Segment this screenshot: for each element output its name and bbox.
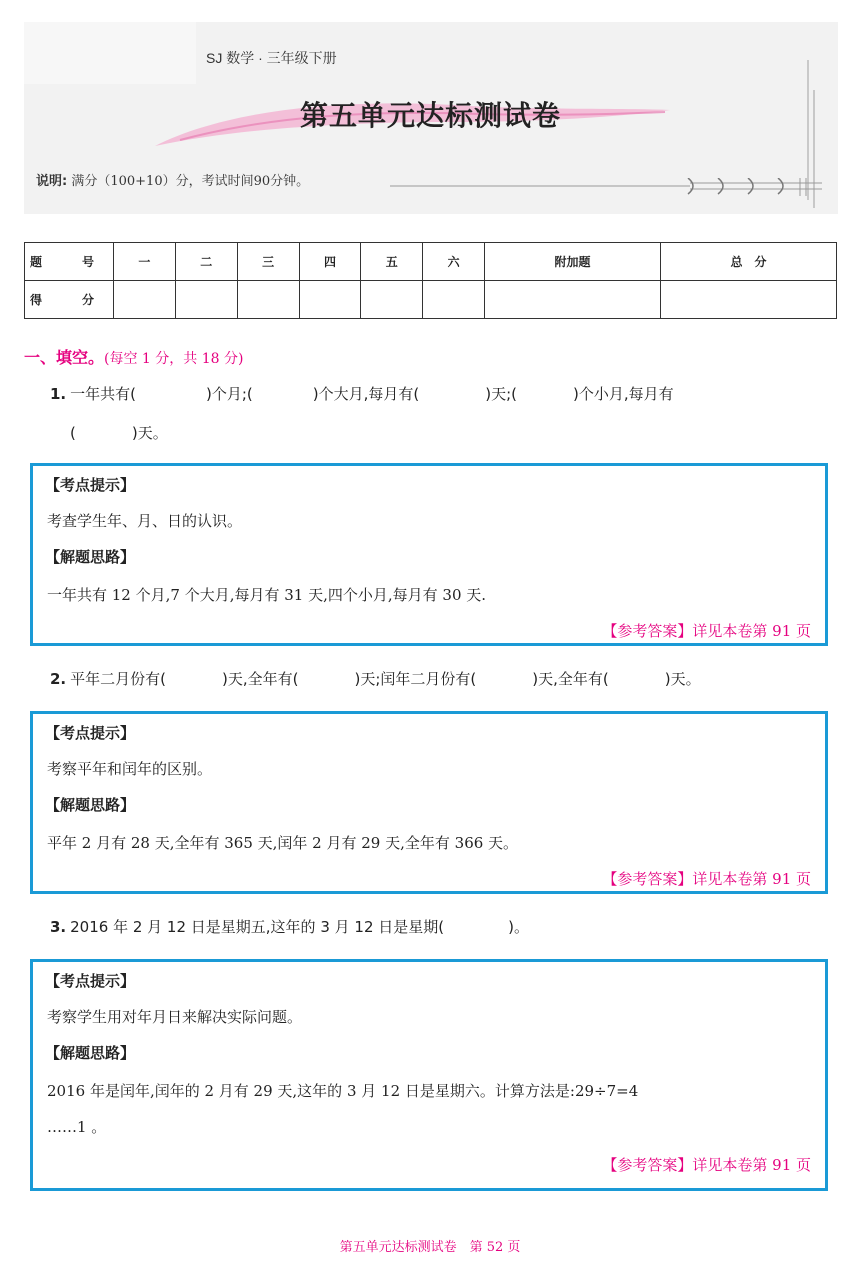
score-row-label: 得 分 <box>25 281 114 319</box>
question-text: )天,全年有( <box>222 670 299 688</box>
score-cell <box>299 281 361 319</box>
exam-note <box>36 170 309 189</box>
question-text: 平年二月份有( <box>70 670 166 688</box>
hint-label: 【考点提示】 <box>45 972 136 990</box>
hint-text: 考察平年和闰年的区别。 <box>47 760 213 778</box>
score-header-cell: 四 <box>299 243 361 281</box>
idea-text-continued: ……1 。 <box>47 1118 107 1136</box>
section-subtitle: (每空 1 分，共 18 分) <box>104 351 244 367</box>
idea-text: 一年共有 12 个月,7 个大月,每月有 31 天,四个小月,每月有 30 天. <box>47 586 487 604</box>
idea-text: 2016 年是闰年,闰年的 2 月有 29 天,这年的 3 月 12 日是星期六。计算方法是:29÷7=4 <box>47 1082 639 1100</box>
book-label: SJ 数学 · 三年级下册 <box>206 50 337 66</box>
question-text: )天,全年有( <box>532 670 609 688</box>
score-cell <box>114 281 176 319</box>
score-cell <box>485 281 661 319</box>
score-cell <box>237 281 299 319</box>
hint-label: 【考点提示】 <box>45 724 136 742</box>
score-header-row <box>25 243 837 281</box>
note-text: 满分（100+10）分，考试时间90分钟。 <box>71 174 310 189</box>
question-text: )个月;( <box>206 385 253 403</box>
question-text: ( <box>70 424 76 442</box>
question-text: 一年共有( <box>70 385 136 403</box>
score-header-cell: 六 <box>423 243 485 281</box>
page-footer: 第五单元达标测试卷 第 52 页 <box>339 1240 521 1255</box>
score-header-cell: 三 <box>237 243 299 281</box>
idea-label: 【解题思路】 <box>45 1044 136 1062</box>
question-text: )。 <box>508 918 529 936</box>
question-3 <box>50 916 529 938</box>
section-heading: 一、填空。 <box>24 348 105 367</box>
score-cell <box>660 281 836 319</box>
question-text: 2016 年 2 月 12 日是星期五,这年的 3 月 12 日是星期( <box>70 918 445 936</box>
hint-box-3 <box>30 959 828 1191</box>
score-header-cell: 五 <box>361 243 423 281</box>
score-cell <box>361 281 423 319</box>
idea-text: 平年 2 月有 28 天,全年有 365 天,闰年 2 月有 29 天,全年有 366 天。 <box>47 834 519 852</box>
question-number: 2. <box>50 670 67 688</box>
note-label: 说明: <box>36 174 68 189</box>
question-number: 1. <box>50 385 67 403</box>
idea-label: 【解题思路】 <box>45 548 136 566</box>
score-value-row <box>25 281 837 319</box>
hint-text: 考查学生年、月、日的认识。 <box>47 512 243 530</box>
hint-box-1 <box>30 463 828 646</box>
question-text: )天;闰年二月份有( <box>354 670 477 688</box>
score-cell <box>423 281 485 319</box>
question-text: )个大月,每月有( <box>312 385 420 403</box>
score-table <box>24 242 837 319</box>
section-title <box>24 345 243 368</box>
question-number: 3. <box>50 918 67 936</box>
answer-reference: 【参考答案】详见本卷第 91 页 <box>602 870 811 888</box>
question-text: )个小月,每月有 <box>573 385 674 403</box>
question-text: )天。 <box>664 670 701 688</box>
hint-box-2 <box>30 711 828 894</box>
hint-text: 考察学生用对年月日来解决实际问题。 <box>47 1008 303 1026</box>
score-header-cell: 总 分 <box>660 243 836 281</box>
score-header-cell: 一 <box>114 243 176 281</box>
score-header-cell: 附加题 <box>485 243 661 281</box>
question-1-line-2 <box>70 422 168 444</box>
question-text: )天。 <box>131 424 168 442</box>
score-header-cell: 题 号 <box>25 243 114 281</box>
answer-reference: 【参考答案】详见本卷第 91 页 <box>602 1156 811 1174</box>
idea-label: 【解题思路】 <box>45 796 136 814</box>
rule-decoration <box>390 178 822 202</box>
hint-label: 【考点提示】 <box>45 476 136 494</box>
score-header-cell: 二 <box>175 243 237 281</box>
answer-reference: 【参考答案】详见本卷第 91 页 <box>602 622 811 640</box>
exam-title: 第五单元达标测试卷 <box>300 99 562 132</box>
score-cell <box>175 281 237 319</box>
question-text: )天;( <box>485 385 518 403</box>
question-1 <box>50 383 674 405</box>
header-tab <box>24 22 196 84</box>
question-2 <box>50 668 701 690</box>
